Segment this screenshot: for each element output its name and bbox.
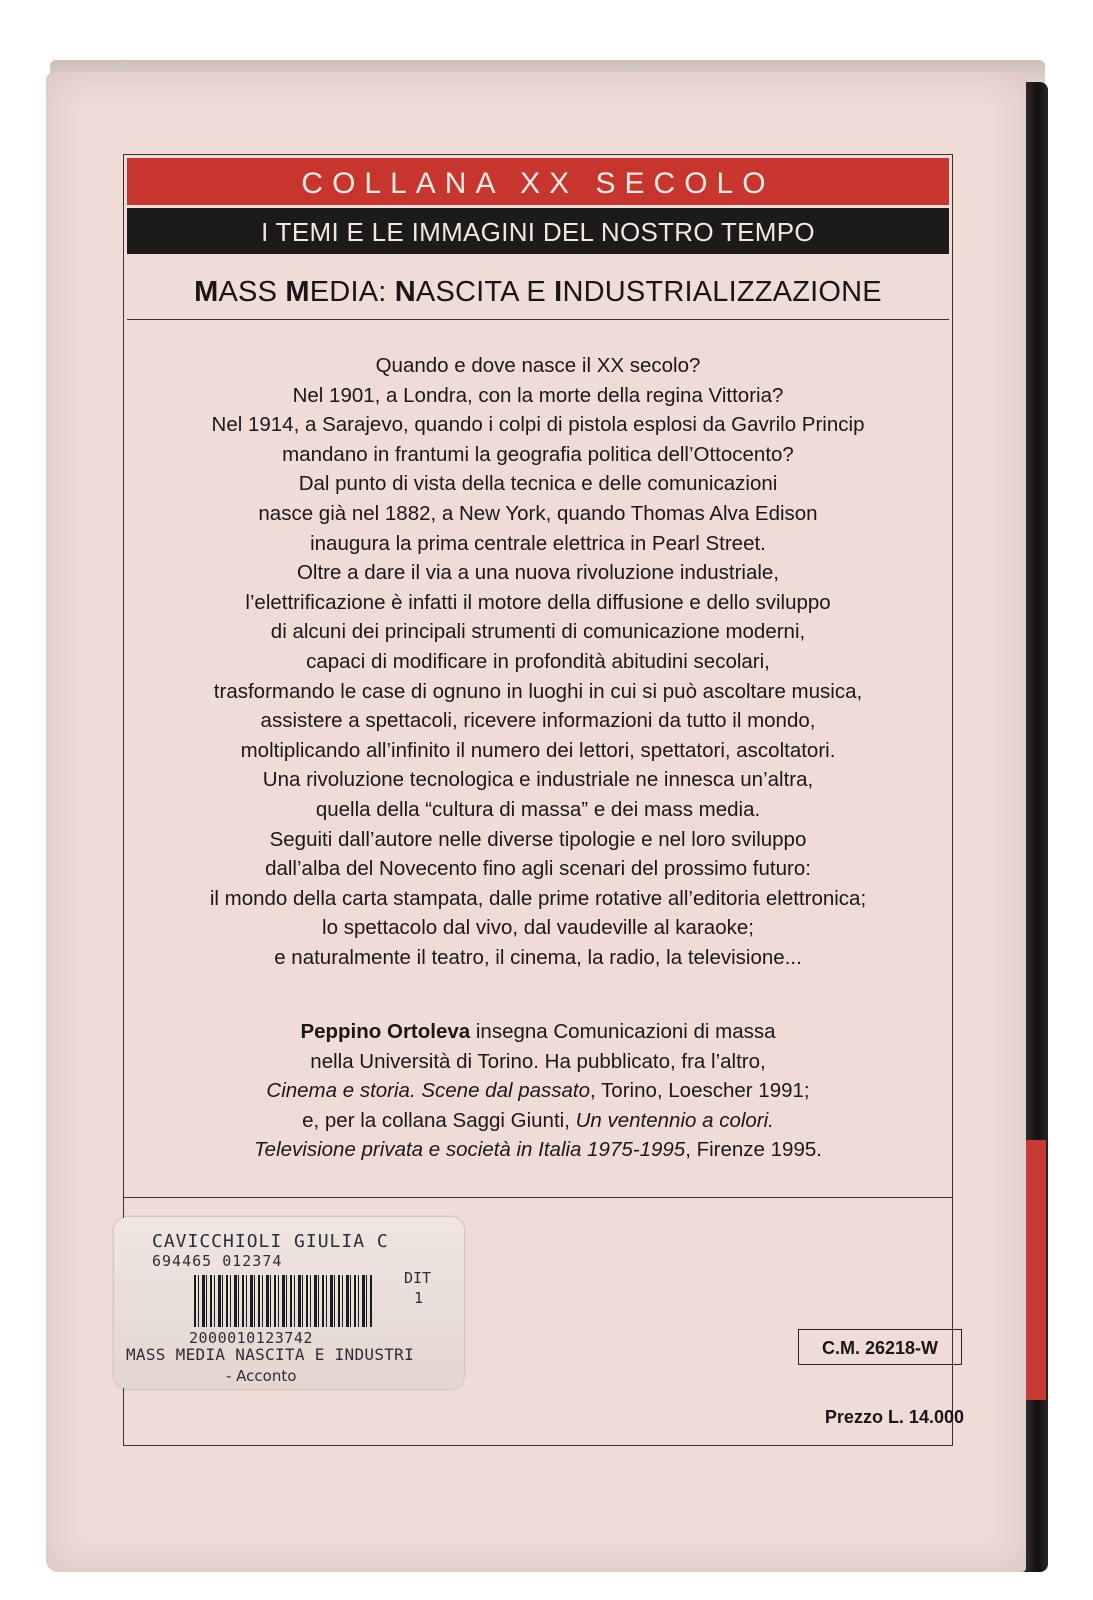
sticker-title: MASS MEDIA NASCITA E INDUSTRI bbox=[126, 1345, 415, 1364]
barcode-icon bbox=[194, 1275, 374, 1327]
blurb-line: assistere a spettacoli, ricevere informazioni da tutto il mondo, bbox=[260, 709, 816, 733]
price-label: Prezzo L. 14.000 bbox=[824, 1407, 964, 1427]
catalog-code: C.M. 26218-W bbox=[798, 1329, 962, 1365]
sticker-code: 694465 012374 bbox=[152, 1252, 283, 1270]
sticker-note: - Acconto bbox=[226, 1367, 297, 1385]
sticker-lang: DIT bbox=[404, 1269, 432, 1287]
series-subtitle: I TEMI E LE IMMAGINI DEL NOSTRO TEMPO bbox=[127, 208, 949, 254]
blurb-line: moltiplicando all’infinito il numero dei lettori, spettatori, ascoltatori. bbox=[240, 738, 836, 762]
blurb-line: Quando e dove nasce il XX secolo? bbox=[375, 354, 701, 377]
author-line bbox=[136, 1017, 940, 1047]
spine-red-mark bbox=[1024, 1140, 1046, 1400]
title-initial: M bbox=[194, 276, 219, 308]
author-text: e, per la collana Saggi Giunti, bbox=[302, 1108, 576, 1132]
series-name: COLLANA XX SECOLO bbox=[127, 158, 949, 205]
book-title bbox=[127, 259, 949, 320]
sticker-qty: 1 bbox=[414, 1289, 424, 1307]
blurb-line: inaugura la prima centrale elettrica in Pearl Street. bbox=[310, 531, 766, 555]
author-bio bbox=[136, 1017, 940, 1165]
back-cover bbox=[46, 72, 1026, 1572]
title-part: ASCITA E bbox=[415, 276, 555, 308]
blurb-line: il mondo della carta stampata, dalle prime rotative all’editoria elettronica; bbox=[209, 886, 867, 910]
blurb-line: Oltre a dare il via a una nuova rivoluzione industriale, bbox=[296, 561, 780, 585]
book-reference: Un ventennio a colori. bbox=[575, 1108, 774, 1132]
blurb-line: Nel 1914, a Sarajevo, quando i colpi di pistola esplosi da Gavrilo Princip bbox=[211, 413, 865, 437]
sticker-customer: CAVICCHIOLI GIULIA C bbox=[152, 1231, 389, 1252]
blurb-line: Seguiti dall’autore nelle diverse tipologie e nel loro sviluppo bbox=[269, 827, 807, 851]
blurb-line: nasce già nel 1882, a New York, quando Thomas Alva Edison bbox=[258, 501, 818, 525]
blurb-line: dall’alba del Novecento fino agli scenari del prossimo futuro: bbox=[265, 857, 811, 881]
blurb-line: e naturalmente il teatro, il cinema, la radio, la televisione... bbox=[274, 945, 802, 969]
blurb-line: Dal punto di vista della tecnica e delle comunicazioni bbox=[298, 472, 778, 496]
blurb-line: mandano in frantumi la geografia politica dell’Ottocento? bbox=[282, 442, 794, 466]
blurb-line: lo spettacolo dal vivo, dal vaudeville al karaoke; bbox=[322, 916, 754, 940]
title-initial: N bbox=[394, 276, 416, 308]
sticker-ean: 2000010123742 bbox=[189, 1329, 313, 1347]
title-part: NDUSTRIALIZZAZIONE bbox=[562, 276, 882, 308]
author-name: Peppino Ortoleva bbox=[300, 1020, 471, 1043]
blurb-line: trasformando le case di ognuno in luoghi in cui si può ascoltare musica, bbox=[213, 679, 863, 703]
book-reference: Televisione privata e società in Italia 1975-1995 bbox=[254, 1138, 686, 1162]
author-line bbox=[136, 1135, 940, 1165]
author-line: nella Università di Torino. Ha pubblicato, fra l’altro, bbox=[310, 1049, 766, 1073]
title-part: EDIA: bbox=[309, 276, 395, 308]
cover-frame bbox=[123, 154, 964, 1446]
blurb-line: l’elettrificazione è infatti il motore della diffusione e dello sviluppo bbox=[245, 590, 831, 614]
blurb-line: Nel 1901, a Londra, con la morte della regina Vittoria? bbox=[292, 383, 784, 407]
author-line bbox=[136, 1106, 940, 1136]
shop-sticker bbox=[114, 1217, 464, 1389]
author-text: , Torino, Loescher 1991; bbox=[590, 1079, 810, 1103]
footer-divider bbox=[124, 1197, 952, 1198]
blurb-line: quella della “cultura di massa” e dei mass media. bbox=[315, 797, 761, 821]
title-part: ASS bbox=[218, 276, 286, 308]
author-line bbox=[136, 1076, 940, 1106]
title-initial: M bbox=[285, 276, 310, 308]
title-initial: I bbox=[554, 276, 563, 308]
blurb-line: di alcuni dei principali strumenti di comunicazione moderni, bbox=[270, 620, 806, 644]
blurb-line: Una rivoluzione tecnologica e industriale ne innesca un’altra, bbox=[262, 768, 814, 792]
author-text: insegna Comunicazioni di massa bbox=[470, 1020, 776, 1043]
blurb-text bbox=[136, 351, 940, 972]
author-text: , Firenze 1995. bbox=[685, 1138, 822, 1162]
book-reference: Cinema e storia. Scene dal passato bbox=[266, 1079, 591, 1103]
blurb-line: capaci di modificare in profondità abitudini secolari, bbox=[306, 649, 770, 673]
